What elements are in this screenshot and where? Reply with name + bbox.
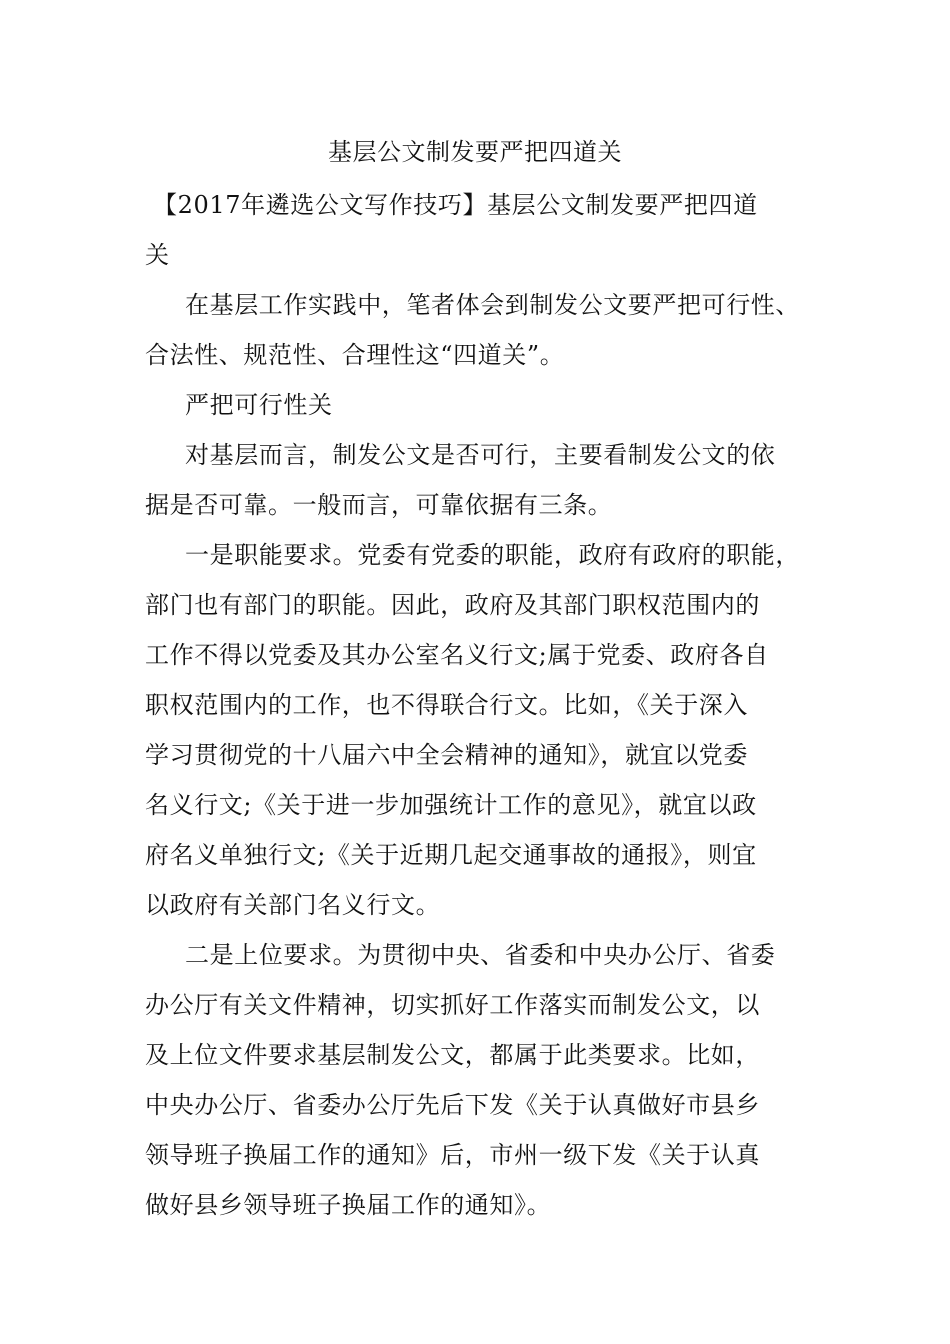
paragraph-point-two	[145, 930, 815, 1230]
text-line: 领导班子换届工作的通知》后，市州一级下发《关于认真	[145, 1141, 760, 1169]
text-line: 府名义单独行文;《关于近期几起交通事故的通报》，则宜	[145, 841, 757, 869]
text-line: 学习贯彻党的十八届六中全会精神的通知》，就宜以党委	[145, 741, 748, 769]
paragraph-feasibility-basis	[145, 430, 815, 530]
paragraph-point-one	[145, 530, 815, 930]
text-line: 在基层工作实践中，笔者体会到制发公文要严把可行性、	[185, 291, 800, 319]
document-body	[145, 180, 815, 1230]
text-line: 及上位文件要求基层制发公文，都属于此类要求。比如，	[145, 1041, 760, 1069]
paragraph-intro	[145, 280, 815, 380]
subtitle-line: 【2017年遴选公文写作技巧】基层公文制发要严把四道	[153, 191, 758, 219]
text-line: 据是否可靠。一般而言，可靠依据有三条。	[145, 491, 613, 519]
text-line: 以政府有关部门名义行文。	[145, 891, 441, 919]
text-line: 对基层而言，制发公文是否可行，主要看制发公文的依	[185, 441, 776, 469]
text-line: 办公厅有关文件精神，切实抓好工作落实而制发公文，以	[145, 991, 760, 1019]
text-line: 部门也有部门的职能。因此，政府及其部门职权范围内的	[145, 591, 760, 619]
text-line: 名义行文;《关于进一步加强统计工作的意见》，就宜以政	[145, 791, 757, 819]
text-line: 合法性、规范性、合理性这“四道关”。	[145, 341, 565, 369]
text-line: 二是上位要求。为贯彻中央、省委和中央办公厅、省委	[185, 941, 776, 969]
text-line: 工作不得以党委及其办公室名义行文;属于党委、政府各自	[145, 641, 769, 669]
subtitle-line: 关	[145, 241, 170, 269]
text-line: 中央办公厅、省委办公厅先后下发《关于认真做好市县乡	[145, 1091, 760, 1119]
text-line: 一是职能要求。党委有党委的职能，政府有政府的职能，	[185, 541, 800, 569]
section-heading-feasibility	[145, 380, 815, 430]
text-line: 职权范围内的工作，也不得联合行文。比如，《关于深入	[145, 691, 748, 719]
section-heading: 严把可行性关	[185, 391, 333, 419]
text-line: 做好县乡领导班子换届工作的通知》。	[145, 1191, 552, 1219]
document-title: 基层公文制发要严把四道关	[328, 138, 622, 166]
